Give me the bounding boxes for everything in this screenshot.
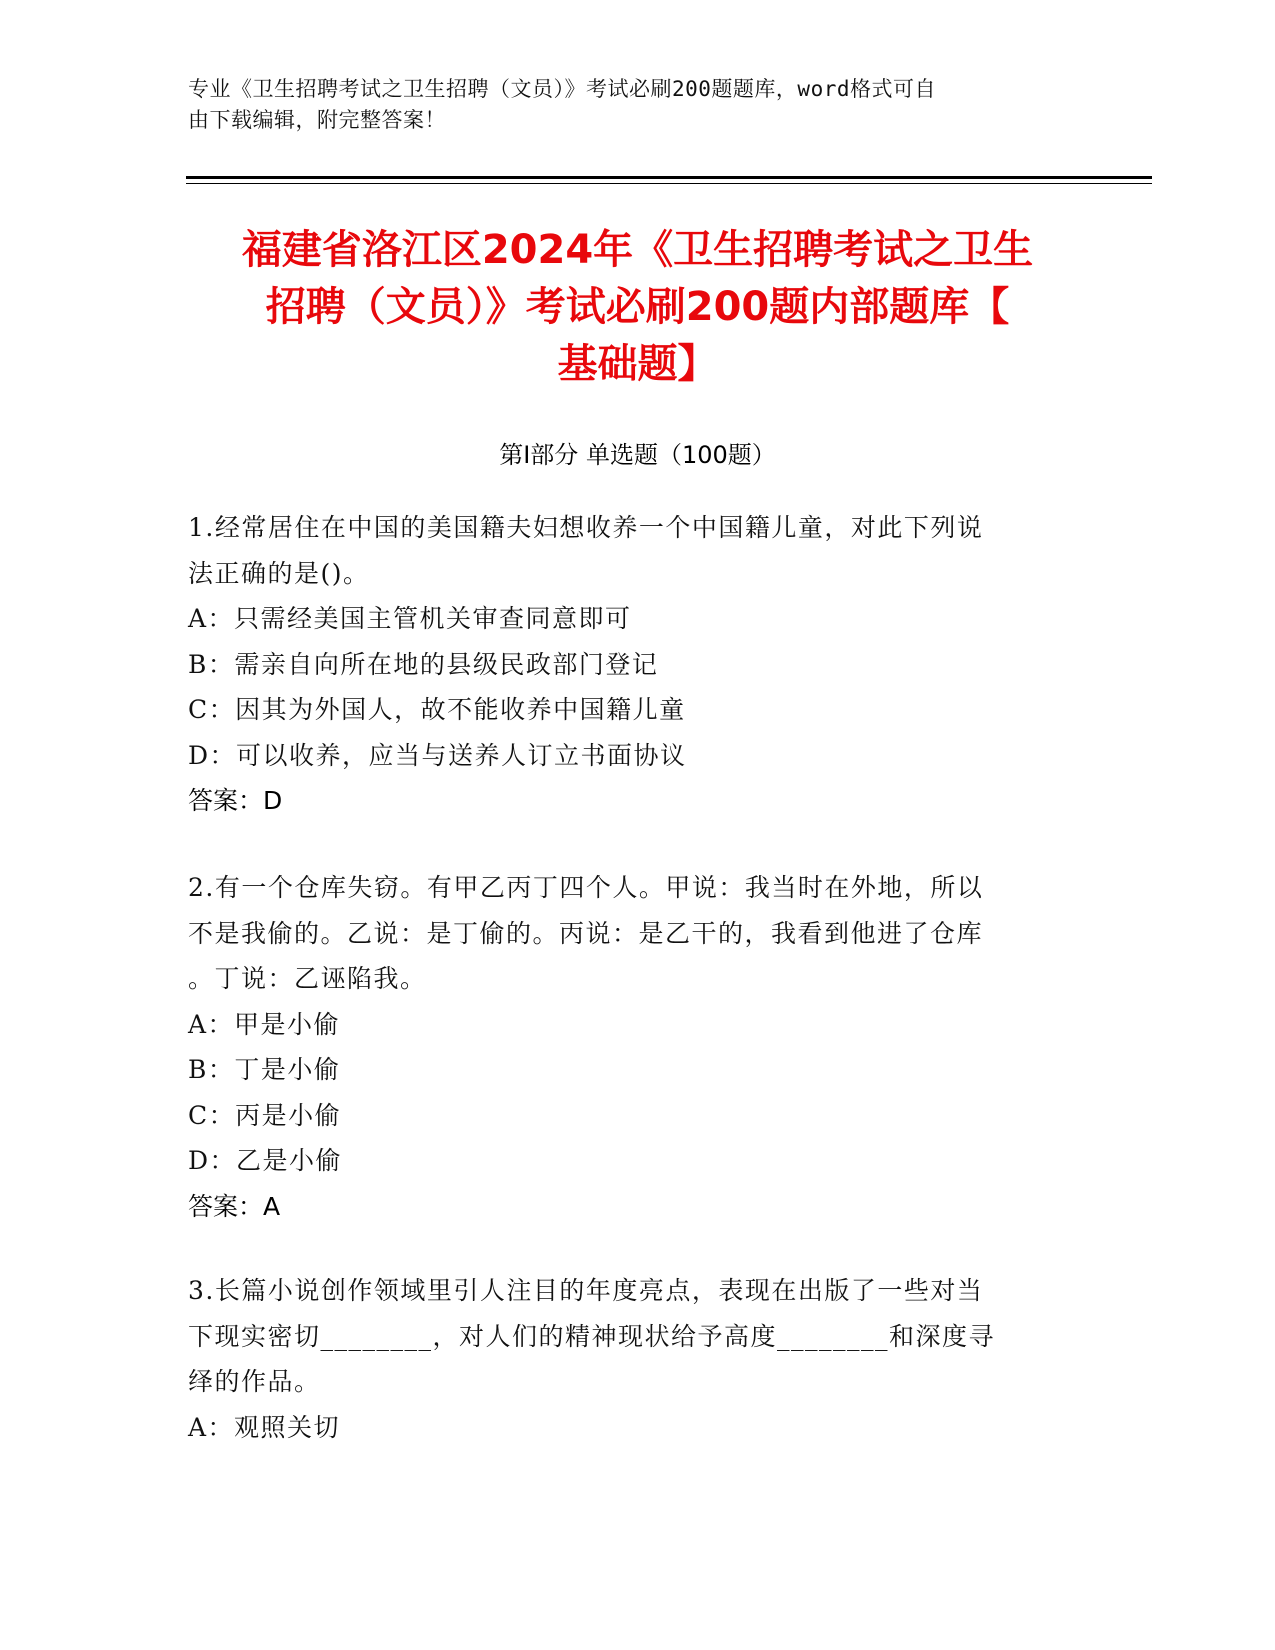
option-b: B：需亲自向所在地的县级民政部门登记	[188, 649, 659, 679]
answer-line: 答案：D	[188, 786, 283, 815]
document-header	[188, 74, 1068, 136]
header-line-2: 由下载编辑，附完整答案！	[188, 108, 446, 132]
question-2	[188, 865, 1068, 1229]
document-title	[150, 222, 1125, 393]
option-c: C：因其为外国人，故不能收养中国籍儿童	[188, 695, 686, 724]
option-c: C：丙是小偷	[188, 1100, 342, 1130]
option-a: A：观照关切	[188, 1412, 341, 1442]
header-divider-thin	[186, 183, 1152, 184]
question-stem-line: 下现实密切________，对人们的精神现状给予高度________和深度寻	[188, 1321, 996, 1351]
option-d: D：乙是小偷	[188, 1146, 343, 1175]
question-stem-line: 法正确的是()。	[188, 558, 370, 588]
title-line-2: 招聘（文员）》考试必刷200题内部题库【	[265, 284, 1010, 330]
question-stem-line: 2.有一个仓库失窃。有甲乙丙丁四个人。甲说：我当时在外地，所以	[188, 873, 984, 902]
option-b: B：丁是小偷	[188, 1055, 341, 1084]
header-line-1: 专业《卫生招聘考试之卫生招聘（文员）》考试必刷200题题库，word格式可自	[188, 77, 936, 101]
title-line-3: 基础题】	[557, 341, 718, 387]
question-stem-line: 绎的作品。	[188, 1367, 321, 1396]
answer-line: 答案：A	[188, 1191, 281, 1221]
question-stem-line: 1.经常居住在中国的美国籍夫妇想收养一个中国籍儿童，对此下列说	[188, 513, 984, 542]
question-stem-line: 3.长篇小说创作领域里引人注目的年度亮点，表现在出版了一些对当	[188, 1276, 984, 1305]
question-1	[188, 505, 1068, 824]
option-a: A：甲是小偷	[188, 1009, 341, 1039]
question-stem-line: 不是我偷的。乙说：是丁偷的。丙说：是乙干的，我看到他进了仓库	[188, 918, 984, 948]
question-stem-line: 。丁说：乙诬陷我。	[188, 964, 427, 993]
title-line-1: 福建省洛江区2024年《卫生招聘考试之卫生	[241, 227, 1034, 273]
header-divider-thick	[186, 176, 1152, 179]
option-a: A：只需经美国主管机关审查同意即可	[188, 604, 632, 633]
option-d: D：可以收养，应当与送养人订立书面协议	[188, 740, 687, 770]
section-heading: 第Ⅰ部分 单选题（100题）	[499, 441, 776, 469]
question-3	[188, 1268, 1068, 1450]
